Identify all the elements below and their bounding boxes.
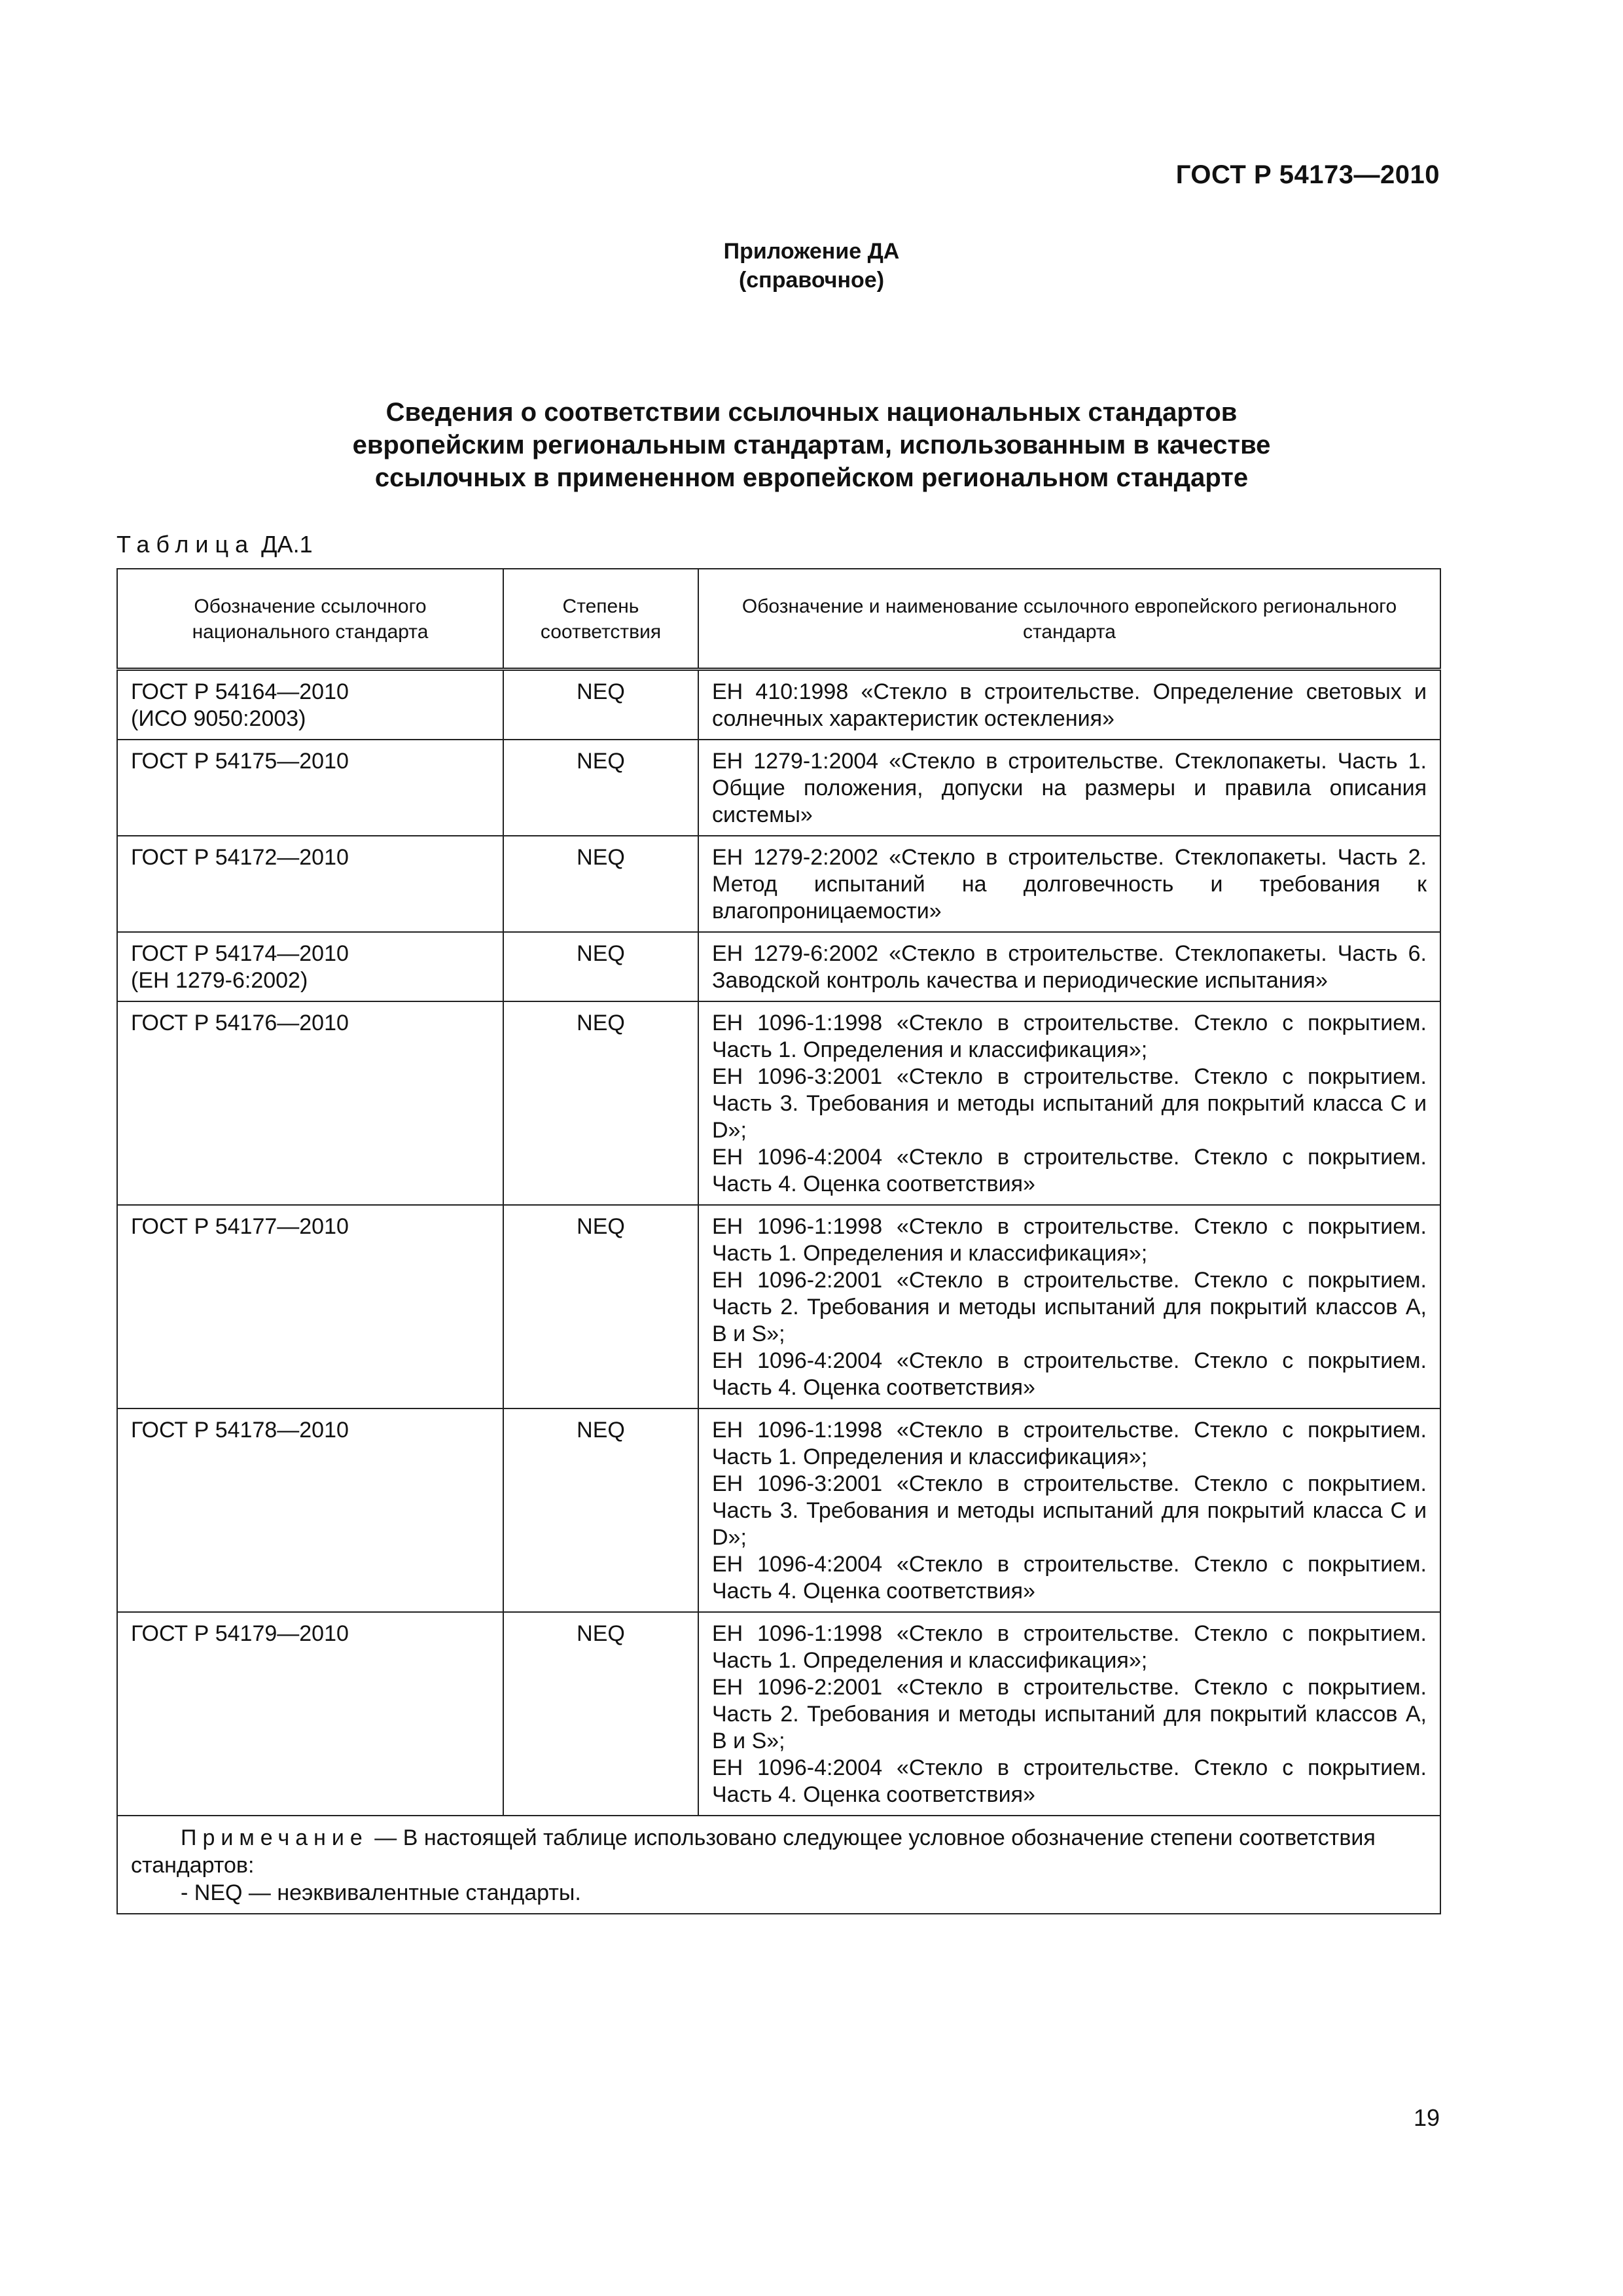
european-standard-ref: ЕН 1096-4:2004 «Стекло в строительстве. Стекло с покрытием. Часть 4. Оценка соответствия» — [712, 1552, 1427, 1604]
section-title — [0, 396, 1623, 494]
table-note-row — [117, 1816, 1440, 1914]
national-standard-cell: ГОСТ Р 54177—2010 — [117, 1205, 503, 1408]
european-standard-cell — [698, 670, 1440, 740]
european-standard-ref: ЕН 1279-2:2002 «Стекло в строительстве. Стеклопакеты. Часть 2. Метод испытаний на долговечность и требования к влагопроницаемости» — [712, 845, 1427, 924]
table-body — [117, 670, 1440, 1816]
table-note — [117, 1816, 1440, 1914]
degree-cell: NEQ — [503, 836, 698, 932]
european-standard-ref: ЕН 1096-2:2001 «Стекло в строительстве. Стекло с покрытием. Часть 2. Требования и методы испытаний для покрытий классов А, В и S»; — [712, 1675, 1427, 1753]
column-header-degree: Степень соответствия — [503, 569, 698, 670]
note-text: — В настоящей таблице использовано следующее условное обозначение степени соответствия стандартов: — [131, 1825, 1376, 1878]
table-row — [117, 1205, 1440, 1408]
table-row — [117, 740, 1440, 836]
section-title-line: ссылочных в примененном европейском региональном стандарте — [374, 463, 1249, 492]
table-row — [117, 932, 1440, 1001]
degree-cell: NEQ — [503, 1001, 698, 1205]
degree-cell: NEQ — [503, 740, 698, 836]
appendix-subtitle: (справочное) — [738, 268, 885, 293]
european-standard-cell — [698, 932, 1440, 1001]
european-standard-cell — [698, 740, 1440, 836]
national-standard-cell: ГОСТ Р 54174—2010 (ЕН 1279-6:2002) — [117, 932, 503, 1001]
degree-cell: NEQ — [503, 670, 698, 740]
european-standard-ref: ЕН 1096-4:2004 «Стекло в строительстве. Стекло с покрытием. Часть 4. Оценка соответствия» — [712, 1755, 1427, 1807]
page-number: 19 — [1413, 2104, 1440, 2131]
european-standard-ref: ЕН 1096-4:2004 «Стекло в строительстве. Стекло с покрытием. Часть 4. Оценка соответствия» — [712, 1348, 1427, 1400]
european-standard-ref: ЕН 1096-3:2001 «Стекло в строительстве. Стекло с покрытием. Часть 3. Требования и методы испытаний для покрытий класса С и D»; — [712, 1064, 1427, 1143]
degree-cell: NEQ — [503, 932, 698, 1001]
national-standard-cell: ГОСТ Р 54179—2010 — [117, 1612, 503, 1816]
european-standard-cell — [698, 1612, 1440, 1816]
european-standard-ref: ЕН 1096-4:2004 «Стекло в строительстве. Стекло с покрытием. Часть 4. Оценка соответствия» — [712, 1145, 1427, 1196]
table-row — [117, 1001, 1440, 1205]
european-standard-cell — [698, 836, 1440, 932]
table-caption-number: ДА.1 — [261, 531, 313, 558]
appendix-heading — [0, 237, 1623, 295]
table-row — [117, 1408, 1440, 1612]
european-standard-cell — [698, 1205, 1440, 1408]
section-title-line: Сведения о соответствии ссылочных национальных стандартов — [385, 398, 1238, 427]
table-row — [117, 670, 1440, 740]
european-standard-ref: ЕН 1096-2:2001 «Стекло в строительстве. Стекло с покрытием. Часть 2. Требования и методы испытаний для покрытий классов А, В и S»; — [712, 1268, 1427, 1346]
european-standard-cell — [698, 1408, 1440, 1612]
degree-cell: NEQ — [503, 1408, 698, 1612]
note-item: - NEQ — неэквивалентные стандарты. — [181, 1880, 581, 1905]
european-standard-ref: ЕН 410:1998 «Стекло в строительстве. Определение световых и солнечных характеристик остекления» — [712, 679, 1427, 731]
table-header-row — [117, 569, 1440, 670]
national-standard-cell: ГОСТ Р 54164—2010 (ИСО 9050:2003) — [117, 670, 503, 740]
european-standard-ref: ЕН 1096-3:2001 «Стекло в строительстве. Стекло с покрытием. Часть 3. Требования и методы испытаний для покрытий класса С и D»; — [712, 1471, 1427, 1550]
european-standard-ref: ЕН 1279-1:2004 «Стекло в строительстве. Стеклопакеты. Часть 1. Общие положения, допуски на размеры и правила описания системы» — [712, 749, 1427, 827]
correspondence-table — [116, 568, 1441, 1914]
column-header-national-standard: Обозначение ссылочного национального стандарта — [117, 569, 503, 670]
european-standard-ref: ЕН 1096-1:1998 «Стекло в строительстве. Стекло с покрытием. Часть 1. Определения и классификация»; — [712, 1621, 1427, 1673]
appendix-title: Приложение ДА — [723, 239, 900, 264]
european-standard-ref: ЕН 1096-1:1998 «Стекло в строительстве. Стекло с покрытием. Часть 1. Определения и классификация»; — [712, 1214, 1427, 1266]
document-code: ГОСТ Р 54173—2010 — [1175, 160, 1440, 189]
national-standard-cell: ГОСТ Р 54175—2010 — [117, 740, 503, 836]
section-title-line: европейским региональным стандартам, использованным в качестве — [352, 431, 1271, 459]
european-standard-ref: ЕН 1279-6:2002 «Стекло в строительстве. Стеклопакеты. Часть 6. Заводской контроль качества и периодические испытания» — [712, 941, 1427, 993]
column-header-european-standard: Обозначение и наименование ссылочного европейского регионального стандарта — [698, 569, 1440, 670]
national-standard-cell: ГОСТ Р 54178—2010 — [117, 1408, 503, 1612]
degree-cell: NEQ — [503, 1612, 698, 1816]
table-row — [117, 1612, 1440, 1816]
table-caption — [116, 530, 313, 559]
table-caption-word: Таблица — [116, 531, 255, 558]
note-label: Примечание — [181, 1825, 368, 1850]
note-paragraph — [131, 1824, 1427, 1879]
european-standard-ref: ЕН 1096-1:1998 «Стекло в строительстве. Стекло с покрытием. Часть 1. Определения и классификация»; — [712, 1418, 1427, 1469]
national-standard-cell: ГОСТ Р 54176—2010 — [117, 1001, 503, 1205]
table-row — [117, 836, 1440, 932]
european-standard-ref: ЕН 1096-1:1998 «Стекло в строительстве. Стекло с покрытием. Часть 1. Определения и классификация»; — [712, 1011, 1427, 1062]
degree-cell: NEQ — [503, 1205, 698, 1408]
european-standard-cell — [698, 1001, 1440, 1205]
national-standard-cell: ГОСТ Р 54172—2010 — [117, 836, 503, 932]
